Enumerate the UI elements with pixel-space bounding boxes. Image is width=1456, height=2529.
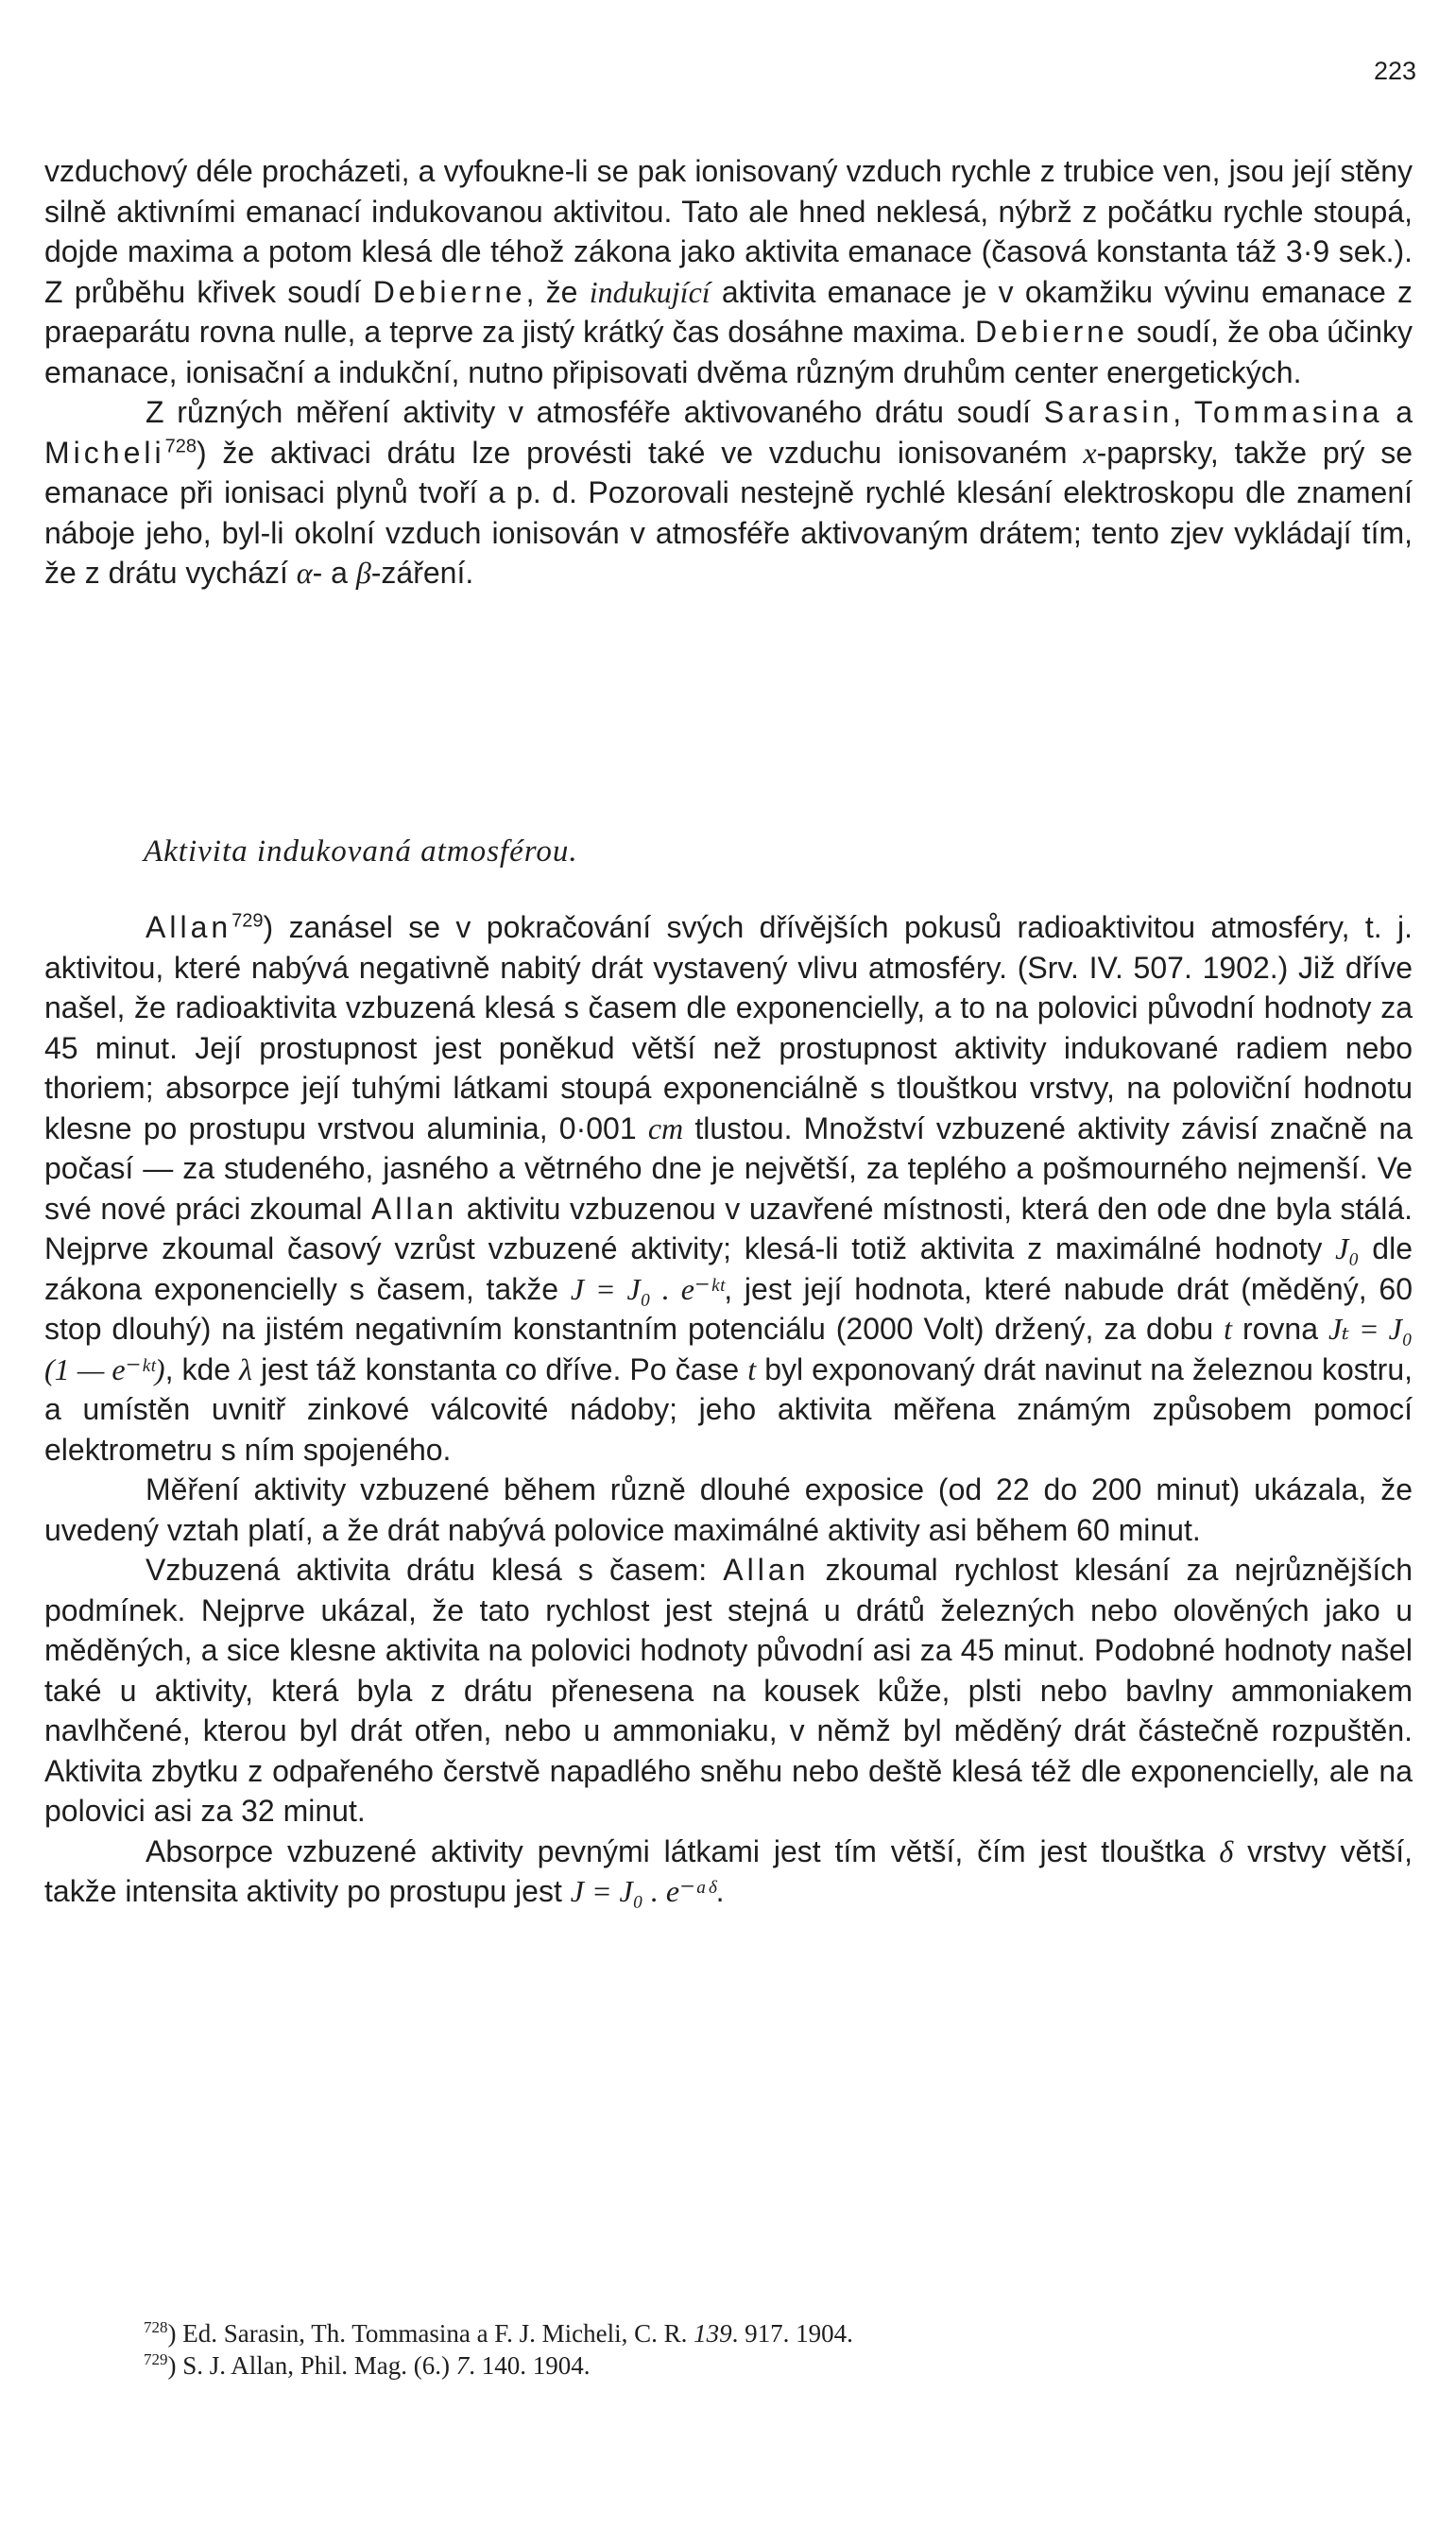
text-run: vrstvy větší, takže intensita aktivity po prostupu jest	[44, 1833, 1413, 1908]
text-run: a	[1382, 395, 1413, 429]
author-name: Sarasin	[1043, 395, 1173, 429]
footnote-number: 729	[144, 2350, 168, 2368]
text-run: dle zákona exponencielly s časem, takže	[44, 1231, 1413, 1306]
math-symbol: t	[1224, 1312, 1233, 1346]
author-name: Allan	[723, 1553, 810, 1587]
footnote-text: . 917. 1904.	[731, 2319, 853, 2348]
author-name: Allan	[146, 910, 232, 944]
footnote	[144, 2317, 1410, 2349]
text-run: vzduchový déle procházeti, a vyfoukne-li se pak ionisovaný vzduch rychle z trubice ven, jsou její stěny silně aktivními emanací indukovanou aktivitou. Tato ale hned neklesá, nýbrž z počátku rychle stoupá, dojde maxima a potom klesá dle téhož zákona jako aktivita emanace (časová konstanta táž 3·9 sek.). Z průběhu křivek soudí	[44, 154, 1413, 309]
math-symbol: x	[1083, 435, 1097, 470]
text-run: ) zanásel se v pokračování svých dřívějších pokusů radioaktivitou atmosféry, t. j. aktivitou, které nabývá negativně nabitý drát vystavený vlivu atmosféry. (Srv. IV. 507. 1902.) Již dříve našel, že radioaktivita vzbuzená klesá s časem dle exponencielly, a to na polovici původní hodnoty za 45 minut. Její prostupnost jest poněkud větší než prostupnost aktivity indukované radiem nebo thoriem; absorpce její tuhými látkami stoupá exponenciálně s tlouštkou vrstvy, na poloviční hodnotu klesne po prostupu vrstvou aluminia, 0·001	[44, 910, 1413, 1145]
paragraph	[44, 392, 1413, 594]
text-run: .	[715, 1874, 725, 1908]
paragraph	[44, 907, 1413, 1470]
text-run: , že	[525, 274, 590, 309]
paragraph	[44, 1550, 1413, 1832]
formula: Jₜ = J₀ (1 — e⁻ᵏᵗ)	[44, 1312, 1413, 1386]
math-symbol: β	[355, 556, 371, 590]
text-run: jest táž konstanta co dříve. Po čase	[252, 1351, 748, 1386]
footnote-ref: 729	[231, 910, 264, 932]
author-name: Debierne	[372, 274, 526, 309]
math-symbol: δ	[1219, 1833, 1234, 1868]
footnote-text: . 140. 1904.	[469, 2351, 591, 2380]
volume: 7	[455, 2351, 470, 2380]
footnote-ref: 728	[164, 435, 197, 456]
author-name: Allan	[371, 1191, 458, 1226]
footnote-number: 728	[144, 2318, 168, 2336]
paragraph: Měření aktivity vzbuzené během různě dlouhé exposice (od 22 do 200 minut) ukázala, že uvedený vztah platí, a že drát nabývá polovice maximálné aktivity asi během 60 minut.	[44, 1472, 1413, 1547]
formula: J = J₀ . e⁻ᵃᵟ	[570, 1874, 716, 1908]
text-run: -záření.	[370, 556, 474, 590]
body-text-top	[44, 151, 1413, 594]
page-number: 223	[1373, 57, 1416, 85]
text-run: aktivitu vzbuzenou v uzavřené místnosti, která den ode dne byla stálá. Nejprve zkoumal časový vzrůst vzbuzené aktivity; klesá-li totiž aktivita z maximálné hodnoty	[44, 1191, 1413, 1265]
footnote	[144, 2349, 1410, 2382]
text-run: -paprsky, takže prý se emanace při ionisaci plynů tvoří a p. d. Pozorovali nestejně rychlé klesání elektroskopu dle znamení náboje jeho, byl-li okolní vzduch ionisován v atmosféře aktivovaným drátem; tento zjev vykládají tím, že z drátu vychází	[44, 435, 1413, 590]
author-name: Micheli	[44, 435, 165, 470]
body-text-bottom	[44, 907, 1413, 1912]
text-run: rovna	[1232, 1312, 1328, 1346]
math-symbol: α	[296, 556, 313, 590]
text-run: - a	[312, 556, 356, 590]
paragraph	[44, 1832, 1413, 1912]
text-run: ,	[1173, 395, 1194, 429]
author-name: Tommasina	[1193, 395, 1383, 429]
text-run: , jest její hodnota, které nabude drát (měděný, 60 stop dlouhý) na jistém negativním konstantním potenciálu (2000 Volt) držený, za dobu	[44, 1271, 1413, 1346]
text-run: Vzbuzená aktivita drátu klesá s časem:	[146, 1553, 724, 1587]
math-symbol: λ	[239, 1351, 253, 1386]
math-symbol: t	[747, 1351, 757, 1386]
text-run: zkoumal rychlost klesání za nejrůznějších podmínek. Nejprve ukázal, že tato rychlost jest stejná u drátů železných nebo olověných jako u měděných, a sice klesne aktivita na polovici hodnoty původní asi za 45 minut. Podobné hodnoty našel také u aktivity, která byla z drátu přenesena na kousek kůže, plsti nebo bavlny ammoniakem navlhčené, kterou byl drát otřen, nebo u ammoniaku, v němž byl měděný drát částečně rozpuštěn. Aktivita zbytku z odpařeného čerstvě napadlého sněhu nebo deště klesá též dle exponencielly, ale na polovici asi za 32 minut.	[44, 1553, 1413, 1828]
footnote-text: ) S. J. Allan, Phil. Mag. (6.)	[167, 2351, 456, 2380]
formula: J₀	[1335, 1231, 1360, 1265]
footnote-text: ) Ed. Sarasin, Th. Tommasina a F. J. Micheli, C. R.	[167, 2319, 694, 2348]
text-run: tlustou. Množství vzbuzené aktivity závisí značně na počasí — za studeného, jasného a větrného dne je největší, za teplého a pošmourného nejmenší. Ve své nové práci zkoumal	[44, 1110, 1413, 1226]
formula: J = J₀ . e⁻ᵏᵗ	[570, 1271, 725, 1306]
text-run: byl exponovaný drát navinut na železnou kostru, a umístěn uvnitř zinkové válcovité nádoby; jeho aktivita měřena známým způsobem pomocí elektrometru s ním spojeného.	[44, 1351, 1413, 1467]
section-heading: Aktivita indukovaná atmosférou.	[144, 834, 578, 869]
text-run: Z různých měření aktivity v atmosféře aktivovaného drátu soudí	[146, 395, 1044, 429]
text-run: Absorpce vzbuzené aktivity pevnými látkami jest tím větší, čím jest tlouštka	[146, 1833, 1220, 1868]
text-run: ) že aktivaci drátu lze provésti také ve vzduchu ionisovaném	[196, 435, 1084, 470]
text-run: aktivita emanace je v okamžiku vývinu emanace z praeparátu rovna nulle, a teprve za jistý krátký čas dosáhne maxima.	[44, 274, 1413, 349]
volume: 139	[694, 2319, 732, 2348]
emphasis: indukující	[589, 274, 711, 309]
footnotes	[144, 2317, 1410, 2382]
text-run: , kde	[164, 1351, 240, 1386]
text-run: soudí, že oba účinky emanace, ionisační a indukční, nutno připisovati dvěma různým druhům center energetických.	[44, 315, 1413, 389]
unit: cm	[647, 1110, 684, 1145]
author-name: Debierne	[975, 315, 1128, 349]
paragraph	[44, 151, 1413, 392]
